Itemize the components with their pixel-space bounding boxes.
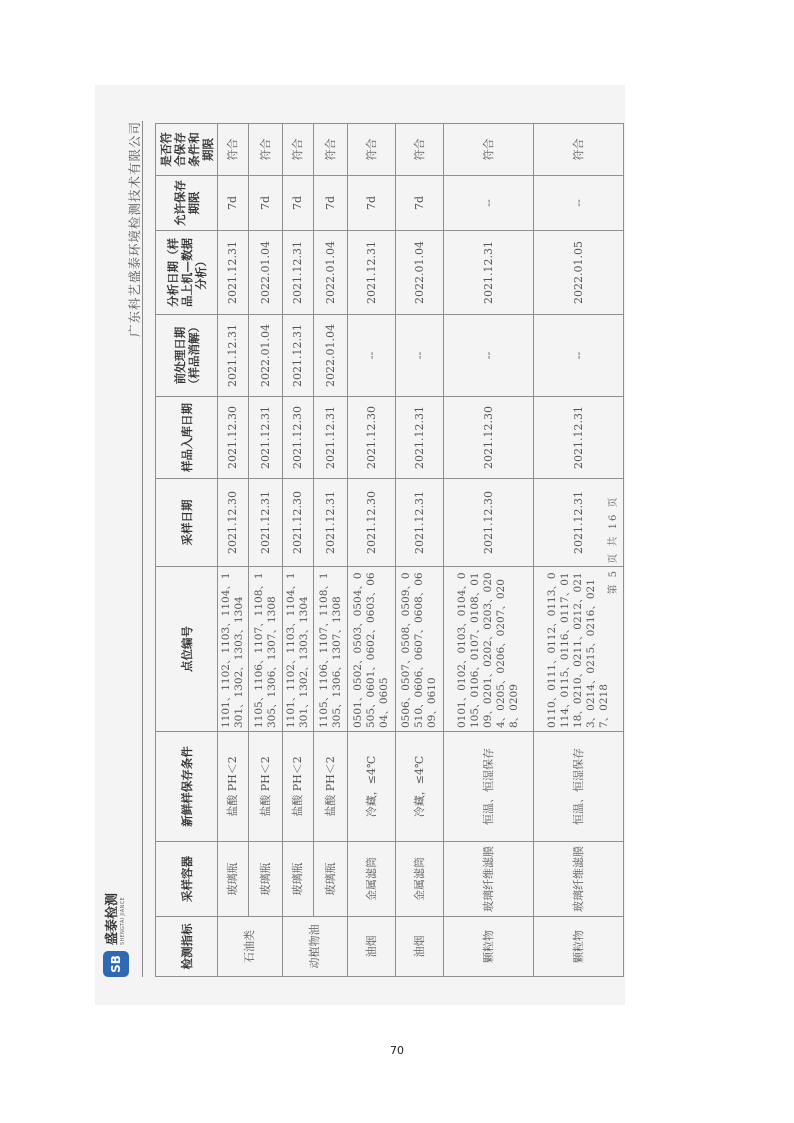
points-cell: 1105、1106、1107、1108、1305、1306、1307、1308	[314, 567, 348, 732]
rotated-page-content	[95, 85, 625, 1005]
compliance-cell: 符合	[534, 124, 624, 176]
points-cell: 0101、0102、0103、0104、0105、0106、0107、0108、0109、0201、0202、0203、0204、0205、0206、0207、0208、0209	[444, 567, 534, 732]
container-cell: 玻璃瓶	[283, 842, 314, 917]
container-cell: 玻璃瓶	[314, 842, 348, 917]
storage-date-cell: 2021.12.30	[283, 397, 314, 479]
storage-date-cell: 2021.12.30	[444, 397, 534, 479]
pretreat-date-cell: 2022.01.04	[314, 315, 348, 397]
condition-cell: 冷藏，≤4℃	[348, 732, 396, 842]
condition-cell: 恒温、恒湿保存	[534, 732, 624, 842]
pretreat-date-cell: --	[444, 315, 534, 397]
allowed-period-cell: 7d	[348, 176, 396, 231]
logo-name-cn: 盛泰检测	[105, 892, 120, 945]
indicator-cell: 动植物油	[283, 917, 348, 977]
header-cell: 新鲜样保存条件	[156, 732, 218, 842]
pretreat-date-cell: --	[396, 315, 444, 397]
table-row	[396, 124, 444, 977]
compliance-cell: 符合	[396, 124, 444, 176]
header-cell: 采样日期	[156, 479, 218, 567]
sample-date-cell: 2021.12.30	[283, 479, 314, 567]
header-cell: 分析日期（样品上机—数据分析）	[156, 231, 218, 315]
allowed-period-cell: 7d	[249, 176, 283, 231]
header-cell: 前处理日期（样品消解）	[156, 315, 218, 397]
compliance-cell: 符合	[218, 124, 249, 176]
table-row	[283, 124, 314, 977]
allowed-period-cell: --	[534, 176, 624, 231]
condition-cell: 冷藏，≤4℃	[396, 732, 444, 842]
analysis-date-cell: 2021.12.31	[444, 231, 534, 315]
table-row	[348, 124, 396, 977]
indicator-cell: 颗粒物	[444, 917, 534, 977]
indicator-cell: 油烟	[396, 917, 444, 977]
logo-icon: SB	[103, 951, 129, 977]
sample-date-cell: 2021.12.30	[348, 479, 396, 567]
compliance-cell: 符合	[283, 124, 314, 176]
condition-cell: 盐酸 PH＜2	[314, 732, 348, 842]
table-row	[249, 124, 283, 977]
analysis-date-cell: 2022.01.05	[534, 231, 624, 315]
storage-date-cell: 2021.12.30	[348, 397, 396, 479]
table-row	[314, 124, 348, 977]
sample-date-cell: 2021.12.31	[396, 479, 444, 567]
container-cell: 玻璃纤维滤膜	[444, 842, 534, 917]
indicator-cell: 油烟	[348, 917, 396, 977]
pretreat-date-cell: 2021.12.31	[218, 315, 249, 397]
storage-date-cell: 2021.12.31	[249, 397, 283, 479]
sample-storage-table	[155, 123, 624, 977]
pretreat-date-cell: 2022.01.04	[249, 315, 283, 397]
storage-date-cell: 2021.12.31	[396, 397, 444, 479]
pretreat-date-cell: --	[348, 315, 396, 397]
container-cell: 玻璃瓶	[249, 842, 283, 917]
pretreat-date-cell: --	[534, 315, 624, 397]
company-logo	[103, 893, 129, 977]
points-cell: 0110、0111、0112、0113、0114、0115、0116、0117、0118、0210、0211、0212、0213、0214、0215、0216、0217、0218	[534, 567, 624, 732]
points-cell: 1105、1106、1107、1108、1305、1306、1307、1308	[249, 567, 283, 732]
compliance-cell: 符合	[348, 124, 396, 176]
sample-date-cell: 2021.12.31	[249, 479, 283, 567]
analysis-date-cell: 2021.12.31	[283, 231, 314, 315]
logo-text	[106, 893, 126, 945]
header-cell: 是否符合保存条件和期限	[156, 124, 218, 176]
page-header	[95, 85, 155, 1005]
points-cell: 0506、0507、0508、0509、0510、0606、0607、0608、0609、0610	[396, 567, 444, 732]
analysis-date-cell: 2022.01.04	[314, 231, 348, 315]
storage-date-cell: 2021.12.31	[534, 397, 624, 479]
header-cell: 允许保存期限	[156, 176, 218, 231]
page-number: 70	[390, 1044, 404, 1057]
header-cell: 点位编号	[156, 567, 218, 732]
analysis-date-cell: 2021.12.31	[348, 231, 396, 315]
condition-cell: 盐酸 PH＜2	[249, 732, 283, 842]
table-body	[218, 124, 624, 977]
sample-date-cell: 2021.12.31	[534, 479, 624, 567]
container-cell: 玻璃瓶	[218, 842, 249, 917]
condition-cell: 盐酸 PH＜2	[283, 732, 314, 842]
allowed-period-cell: 7d	[218, 176, 249, 231]
compliance-cell: 符合	[444, 124, 534, 176]
container-cell: 玻璃纤维滤膜	[534, 842, 624, 917]
table-row	[218, 124, 249, 977]
allowed-period-cell: 7d	[314, 176, 348, 231]
allowed-period-cell: --	[444, 176, 534, 231]
sample-date-cell: 2021.12.30	[218, 479, 249, 567]
condition-cell: 恒温、恒湿保存	[444, 732, 534, 842]
pretreat-date-cell: 2021.12.31	[283, 315, 314, 397]
logo-name-en: SHENGTAI JIANCE	[120, 897, 126, 945]
analysis-date-cell: 2022.01.04	[249, 231, 283, 315]
table-row	[444, 124, 534, 977]
allowed-period-cell: 7d	[396, 176, 444, 231]
indicator-cell: 颗粒物	[534, 917, 624, 977]
storage-date-cell: 2021.12.30	[218, 397, 249, 479]
header-cell: 检测指标	[156, 917, 218, 977]
compliance-cell: 符合	[249, 124, 283, 176]
sample-date-cell: 2021.12.31	[314, 479, 348, 567]
points-cell: 1101、1102、1103、1104、1301、1302、1303、1304	[283, 567, 314, 732]
storage-date-cell: 2021.12.31	[314, 397, 348, 479]
analysis-date-cell: 2021.12.31	[218, 231, 249, 315]
points-cell: 0501、0502、0503、0504、0505、0601、0602、0603、0604、0605	[348, 567, 396, 732]
company-name: 广东科艺盛泰环境检测技术有限公司	[127, 121, 142, 338]
header-cell: 样品入库日期	[156, 397, 218, 479]
header-cell: 采样容器	[156, 842, 218, 917]
container-cell: 金属滤筒	[396, 842, 444, 917]
analysis-date-cell: 2022.01.04	[396, 231, 444, 315]
compliance-cell: 符合	[314, 124, 348, 176]
header-divider	[142, 121, 143, 977]
sample-date-cell: 2021.12.30	[444, 479, 534, 567]
indicator-cell: 石油类	[218, 917, 283, 977]
points-cell: 1101、1102、1103、1104、1301、1302、1303、1304	[218, 567, 249, 732]
condition-cell: 盐酸 PH＜2	[218, 732, 249, 842]
page-footer: 第 5 页 共 16 页	[608, 495, 619, 595]
allowed-period-cell: 7d	[283, 176, 314, 231]
container-cell: 金属滤筒	[348, 842, 396, 917]
table-header-row	[156, 124, 218, 977]
